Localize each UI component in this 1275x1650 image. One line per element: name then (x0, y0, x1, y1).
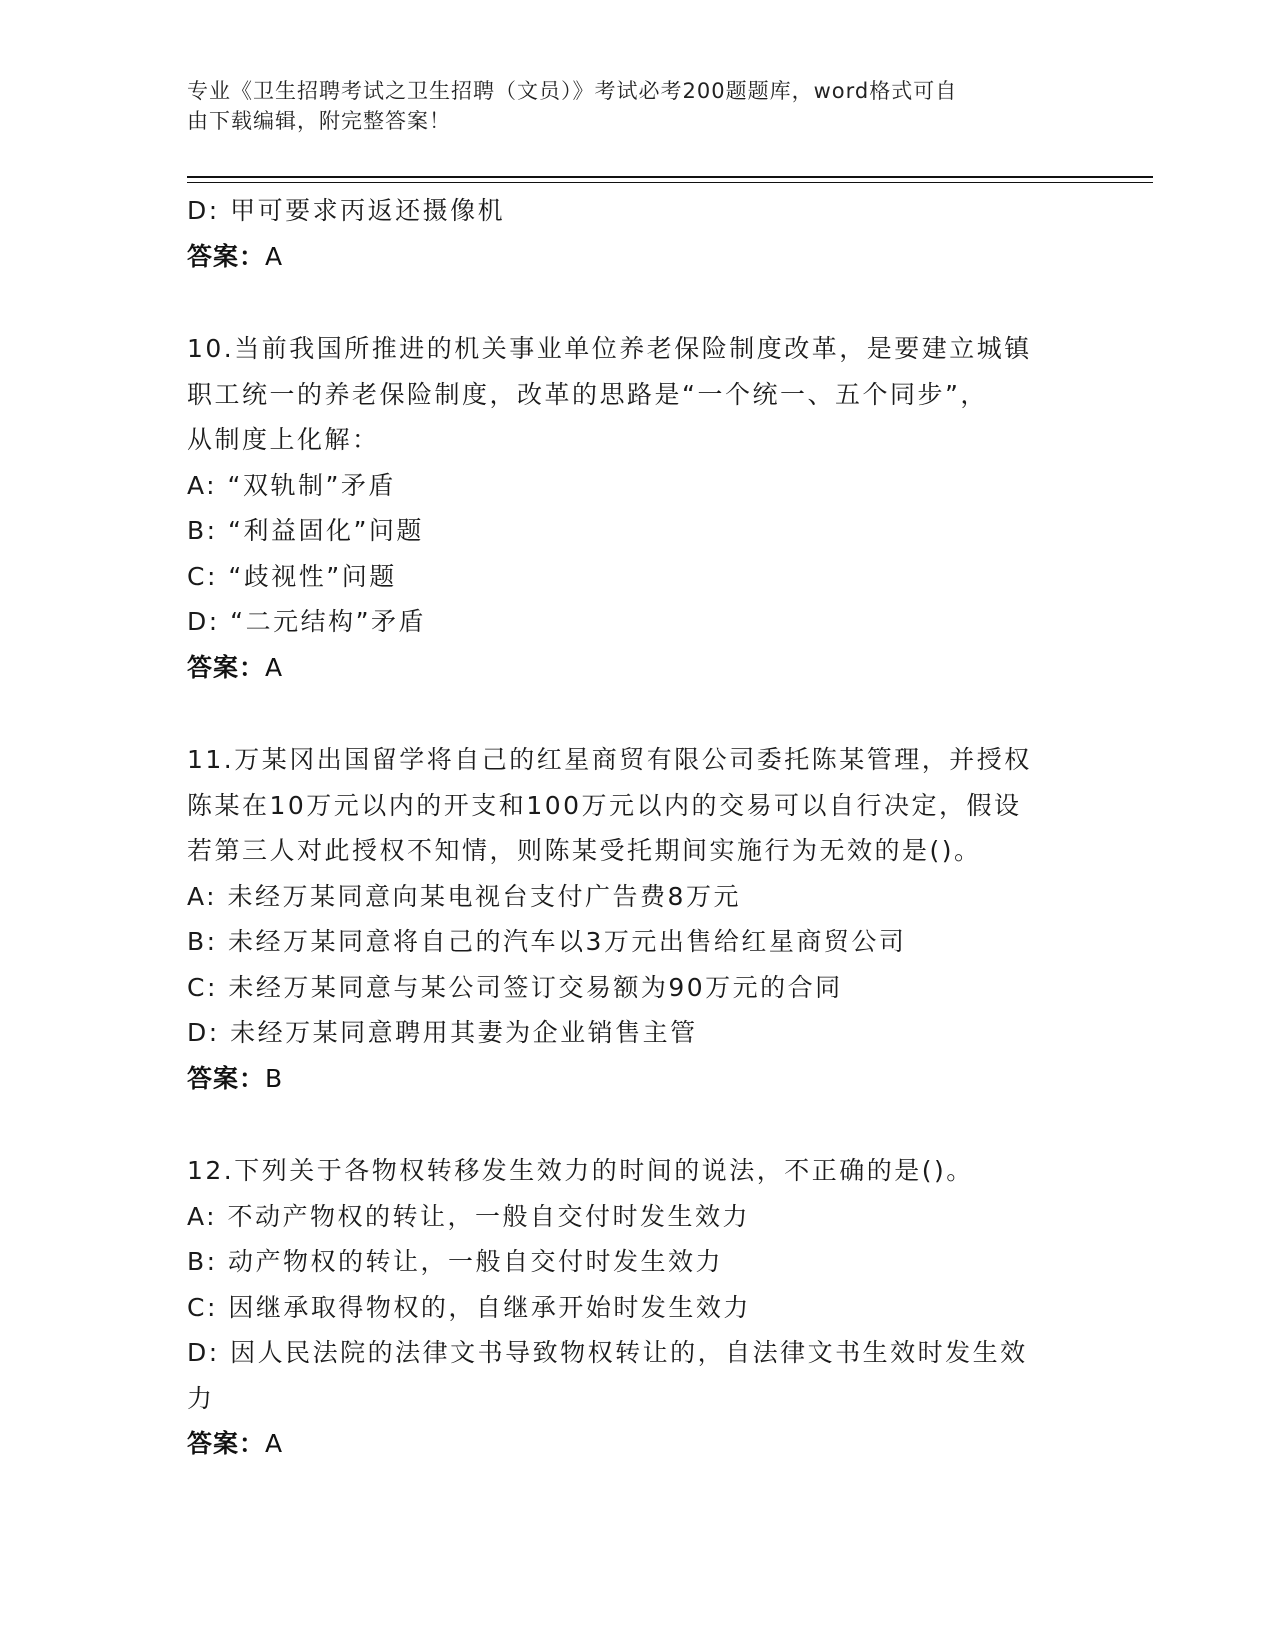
answer (187, 1056, 1087, 1102)
answer-label: 答案： (187, 1063, 266, 1093)
prev-option-d: D: 甲可要求丙返还摄像机 (187, 196, 506, 225)
option-a: A: “双轨制”矛盾 (187, 470, 396, 500)
header-divider-thin (187, 182, 1153, 183)
question-stem-line: 12.下列关于各物权转移发生效力的时间的说法，不正确的是()。 (187, 1156, 974, 1185)
option-d: D: 因人民法院的法律文书导致物权转让的，自法律文书生效时发生效 (187, 1338, 1028, 1367)
question-12 (187, 1148, 1087, 1467)
answer (187, 1421, 1087, 1467)
question-stem-line: 从制度上化解： (187, 425, 380, 454)
answer (187, 645, 1087, 691)
document-body (187, 188, 1087, 1467)
answer-label: 答案： (187, 1429, 266, 1458)
header-divider-thick (187, 176, 1153, 178)
option-c: C: 因继承取得物权的，自继承开始时发生效力 (187, 1292, 751, 1322)
option-d: D: “二元结构”矛盾 (187, 607, 427, 636)
question-stem-line: 11.万某冈出国留学将自己的红星商贸有限公司委托陈某管理，并授权 (187, 745, 1032, 774)
option-c: C: “歧视性”问题 (187, 561, 397, 591)
option-b: B: 动产物权的转让，一般自交付时发生效力 (187, 1247, 724, 1276)
header-line-2: 由下载编辑，附完整答案！ (187, 109, 451, 133)
question-stem-line: 若第三人对此授权不知情，则陈某受托期间实施行为无效的是()。 (187, 836, 982, 865)
option-c: C: 未经万某同意与某公司签订交易额为90万元的合同 (187, 972, 843, 1002)
header-line-1: 专业《卫生招聘考试之卫生招聘（文员）》考试必考200题题库，word格式可自 (187, 79, 958, 103)
option-b: B: 未经万某同意将自己的汽车以3万元出售给红星商贸公司 (187, 927, 907, 956)
answer-value: A (265, 1429, 284, 1458)
option-a: A: 未经万某同意向某电视台支付广告费8万元 (187, 881, 741, 911)
question-11 (187, 737, 1087, 1101)
page-header (187, 76, 1067, 136)
prev-answer (187, 234, 1087, 280)
question-stem-line: 10.当前我国所推进的机关事业单位养老保险制度改革，是要建立城镇 (187, 334, 1032, 363)
answer-value: B (265, 1063, 284, 1093)
question-stem-line: 陈某在10万元以内的开支和100万元以内的交易可以自行决定，假设 (187, 790, 1022, 820)
option-d-continued: 力 (187, 1383, 215, 1413)
answer-label: 答案： (187, 652, 266, 682)
answer-value: A (265, 241, 284, 271)
option-a: A: 不动产物权的转让，一般自交付时发生效力 (187, 1201, 751, 1231)
option-d: D: 未经万某同意聘用其妻为企业销售主管 (187, 1018, 698, 1047)
question-stem-line: 职工统一的养老保险制度，改革的思路是“一个统一、五个同步”， (187, 379, 988, 409)
option-b: B: “利益固化”问题 (187, 516, 424, 545)
answer-label: 答案： (187, 241, 266, 271)
answer-value: A (265, 652, 284, 682)
question-10 (187, 326, 1087, 690)
